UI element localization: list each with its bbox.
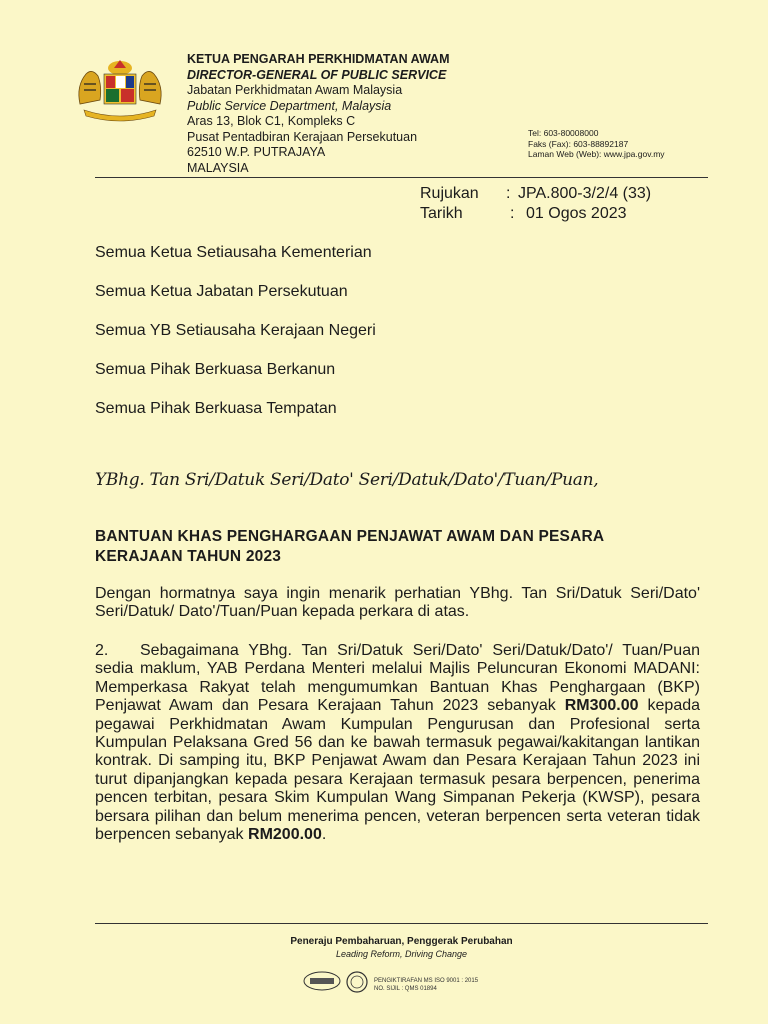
date-label: Tarikh — [420, 205, 463, 222]
paragraph-2-end: . — [321, 826, 327, 844]
paragraph-2-text-a: Sebagaimana YBhg. Tan Sri/Datuk Seri/Dato' Seri/Datuk/Dato'/ Tuan/Puan sedia maklum, YAB Perdana Menteri melalui Majlis Peluncuran Ekonomi MADANI: Memperkasa Rakyat telah mengumumkan Bantuan Khas Penghargaan (BKP) Penjawat Awam dan Pesara Kerajaan Tahun 2023 sebanyak — [95, 642, 700, 715]
subject-heading: BANTUAN KHAS PENGHARGAAN PENJAWAT AWAM DAN PESARA KERAJAAN TAHUN 2023 — [95, 528, 604, 565]
iso-line-1: PENGIKTIRAFAN MS ISO 9001 : 2015 — [374, 978, 479, 984]
recipient-item: Semua Pihak Berkuasa Tempatan — [95, 400, 337, 417]
letterhead-address-line: Aras 13, Blok C1, Kompleks C — [187, 114, 356, 128]
contact-info — [528, 128, 665, 160]
coat-of-arms-logo — [70, 56, 170, 124]
contact-fax: Faks (Fax): 603-88892187 — [528, 138, 629, 149]
amount-rm300: RM300.00 — [564, 697, 639, 715]
iso-certification — [374, 977, 478, 993]
date-value: 01 Ogos 2023 — [526, 205, 627, 222]
letterhead-title-ms: KETUA PENGARAH PERKHIDMATAN AWAM — [187, 52, 450, 66]
letterhead-title-en: DIRECTOR-GENERAL OF PUBLIC SERVICE — [187, 67, 447, 82]
recipient-item: Semua Ketua Setiausaha Kementerian — [95, 244, 372, 261]
certification-logo-icon — [302, 970, 342, 992]
paragraph-2 — [95, 642, 700, 844]
salutation: YBhg. Tan Sri/Datuk Seri/Dato' Seri/Datuk/Dato'/Tuan/Puan, — [95, 470, 599, 490]
footer-divider — [95, 923, 708, 924]
recipient-list — [95, 242, 376, 437]
paragraph-1: Dengan hormatnya saya ingin menarik perhatian YBhg. Tan Sri/Datuk Seri/Dato' Seri/Datuk/ Dato'/Tuan/Puan kepada perkara di atas. — [95, 585, 700, 621]
footer-motto — [95, 935, 708, 960]
letterhead — [187, 52, 497, 176]
contact-tel: Tel: 603-80008000 — [528, 128, 599, 138]
reference-value: JPA.800-3/2/4 (33) — [518, 185, 652, 202]
iso-line-2: NO. SIJIL : QMS 01894 — [374, 986, 437, 992]
recipient-item: Semua Ketua Jabatan Persekutuan — [95, 283, 348, 300]
iso-seal-icon — [345, 970, 369, 994]
amount-rm200: RM200.00 — [248, 826, 322, 844]
recipient-item: Semua Pihak Berkuasa Berkanun — [95, 361, 336, 378]
reference-label: Rujukan — [420, 185, 479, 202]
letterhead-dept-en: Public Service Department, Malaysia — [187, 98, 392, 113]
letterhead-address-line: Pusat Pentadbiran Kerajaan Persekutuan — [187, 129, 418, 144]
letterhead-address-line: 62510 W.P. PUTRAJAYA — [187, 145, 326, 159]
recipient-item: Semua YB Setiausaha Kerajaan Negeri — [95, 322, 376, 339]
motto-en: Leading Reform, Driving Change — [335, 949, 468, 959]
paragraph-2-text-b: kepada pegawai Perkhidmatan Awam Kumpulan Pengurusan dan Profesional serta Kumpulan Pelaksana Gred 56 dan ke bawah termasuk pegawai/kakitangan lantikan kontrak. Di samping itu, BKP Penjawat Awam dan Pesara Kerajaan Tahun 2023 ini turut dipanjangkan kepada pesara Kerajaan termasuk pesara berpencen, penerima pencen terbitan, pesara Skim Kumpulan Wang Simpanan Pekerja (KWSP), pesara bersara pilihan dan belum menerima pencen, veteran berpencen serta veteran tidak berpencen sebanyak — [95, 697, 701, 844]
motto-ms: Peneraju Pembaharuan, Penggerak Perubahan — [290, 936, 513, 947]
header-divider — [95, 177, 708, 178]
letterhead-dept-ms: Jabatan Perkhidmatan Awam Malaysia — [187, 83, 403, 97]
paragraph-number: 2. — [95, 642, 109, 659]
contact-web: Laman Web (Web): www.jpa.gov.my — [528, 149, 665, 159]
letterhead-address-line: MALAYSIA — [187, 160, 249, 175]
reference-block: Rujukan : JPA.800-3/2/4 (33) Tarikh : 01 Ogos 2023 — [420, 185, 652, 222]
